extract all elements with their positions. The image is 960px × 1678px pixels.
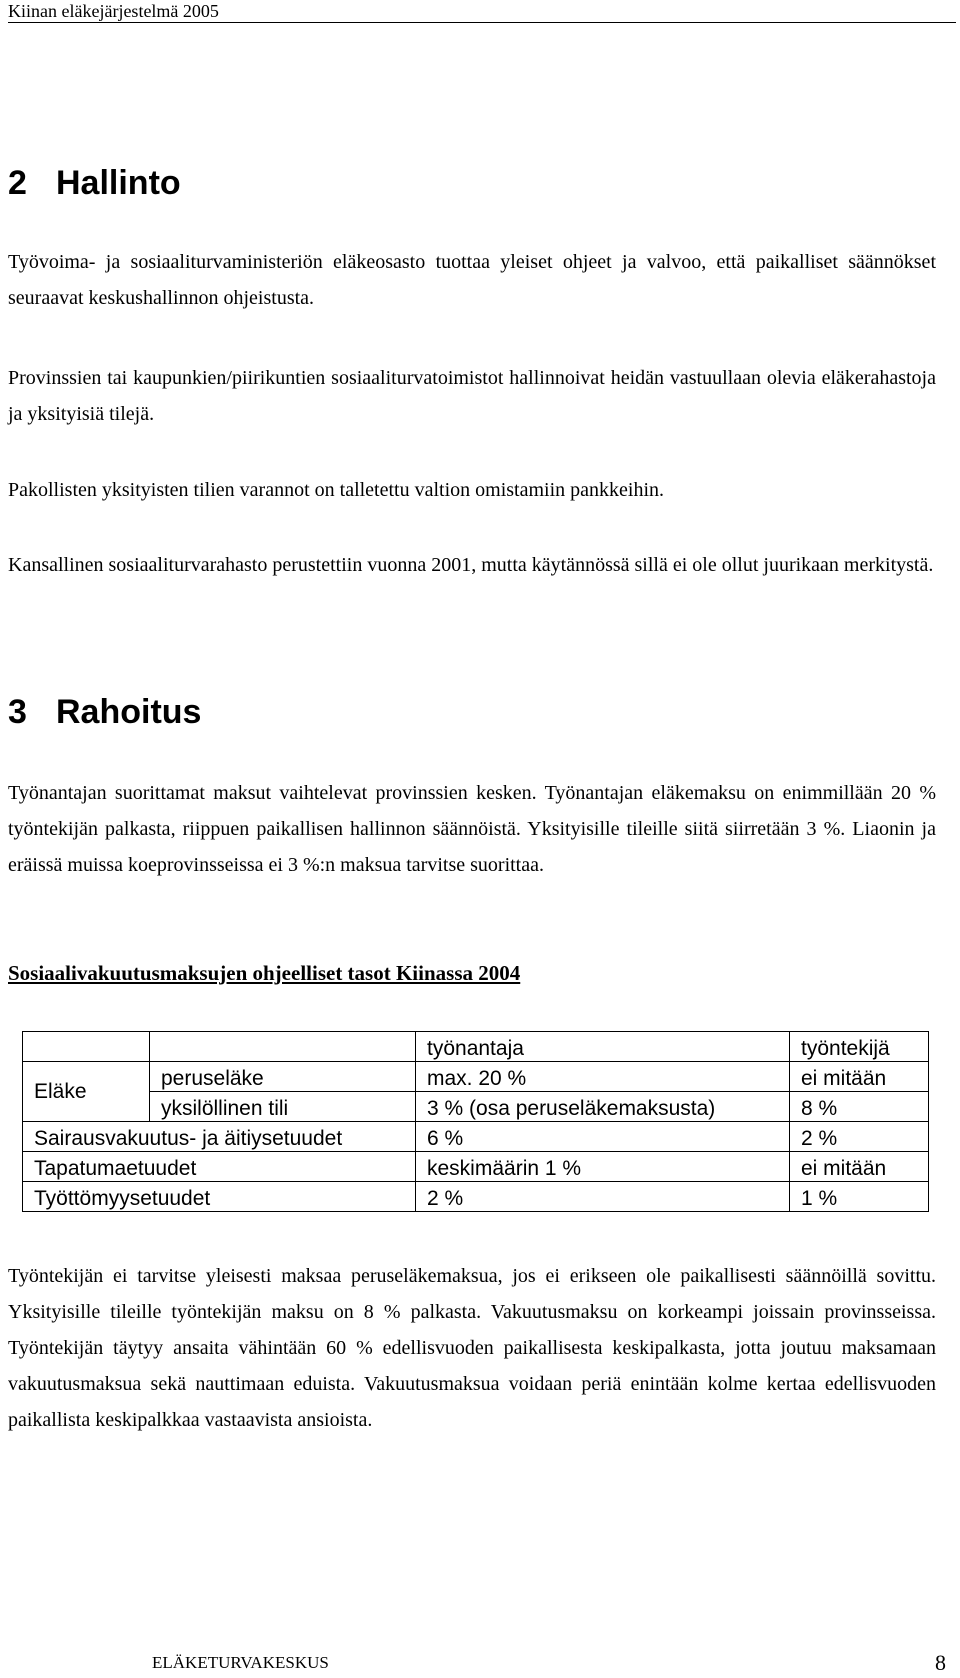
section-2-paragraph-4: Kansallinen sosiaaliturvarahasto perustettiin vuonna 2001, mutta käytännössä sillä ei ole ollut juurikaan merkitystä. [8, 554, 934, 576]
table-row [23, 1152, 929, 1182]
employee-value: ei mitään [790, 1152, 929, 1182]
table-cell [23, 1032, 150, 1062]
section-2-paragraph-1: Työvoima- ja sosiaaliturvaministeriön eläkeosasto tuottaa yleiset ohjeet ja valvoo, että paikalliset säännökset seuraavat keskushallinnon ohjeistusta. [8, 251, 936, 309]
row-label: Tapatumaetuudet [23, 1152, 416, 1182]
section-2-paragraph-2: Provinssien tai kaupunkien/piirikuntien sosiaaliturvatoimistot hallinnoivat heidän vastuullaan olevia eläkerahastoja ja yksityisiä tilejä. [8, 367, 936, 425]
employer-value: max. 20 % [416, 1062, 790, 1092]
section-3-heading [8, 692, 201, 732]
row-label: yksilöllinen tili [150, 1092, 416, 1122]
table-row [23, 1182, 929, 1212]
contribution-table-wrapper [22, 1031, 929, 1212]
contribution-table [22, 1031, 929, 1212]
table-cell [150, 1032, 416, 1062]
section-2-heading [8, 163, 181, 203]
header-rule [8, 22, 956, 23]
section-2-title: Hallinto [56, 164, 181, 202]
employer-value: 6 % [416, 1122, 790, 1152]
pension-label: Eläke [23, 1062, 150, 1122]
row-label: Sairausvakuutus- ja äitiysetuudet [23, 1122, 416, 1152]
employee-value: 2 % [790, 1122, 929, 1152]
footer-organization: ELÄKETURVAKESKUS [152, 1653, 329, 1672]
section-2-paragraph-3: Pakollisten yksityisten tilien varannot on talletettu valtion omistamiin pankkeihin. [8, 479, 665, 501]
table-title: Sosiaalivakuutusmaksujen ohjeelliset tasot Kiinassa 2004 [8, 961, 521, 985]
column-header-employer: työnantaja [416, 1032, 790, 1062]
section-3-number: 3 [8, 693, 27, 731]
running-header: Kiinan eläkejärjestelmä 2005 [8, 1, 219, 21]
row-label: Työttömyysetuudet [23, 1182, 416, 1212]
row-label: peruseläke [150, 1062, 416, 1092]
employer-value: 3 % (osa peruseläkemaksusta) [416, 1092, 790, 1122]
employee-value: 1 % [790, 1182, 929, 1212]
section-2-number: 2 [8, 164, 27, 202]
closing-paragraph: Työntekijän ei tarvitse yleisesti maksaa peruseläkemaksua, jos ei erikseen ole paikallisesti säännöillä sovittu. Yksityisille tileille työntekijän maksu on 8 % palkasta. Vakuutusmaksu on korkeampi joissain provinsseissa. Työntekijän täytyy ansaita vähintään 60 % edellisvuoden paikallisesta keskipalkasta, jotta joutuu maksamaan vakuutusmaksua sekä nauttimaan eduista. Vakuutusmaksua voidaan periä enintään kolme kertaa edellisvuoden paikallista keskipalkkaa vastaavista ansioista. [8, 1265, 936, 1431]
section-3-title: Rahoitus [56, 693, 202, 731]
page-number: 8 [935, 1650, 946, 1675]
table-row [23, 1092, 929, 1122]
employer-value: keskimäärin 1 % [416, 1152, 790, 1182]
table-row [23, 1122, 929, 1152]
table-header-row [23, 1032, 929, 1062]
section-3-paragraph: Työnantajan suorittamat maksut vaihtelevat provinssien kesken. Työnantajan eläkemaksu on enimmillään 20 % työntekijän palkasta, riippuen paikallisen hallinnon säännöistä. Yksityisille tileille siitä siirretään 3 %. Liaonin ja eräissä muissa koeprovinsseissa ei 3 %:n maksua tarvitse suorittaa. [8, 782, 936, 876]
employer-value: 2 % [416, 1182, 790, 1212]
employee-value: 8 % [790, 1092, 929, 1122]
employee-value: ei mitään [790, 1062, 929, 1092]
column-header-employee: työntekijä [790, 1032, 929, 1062]
table-row [23, 1062, 929, 1092]
